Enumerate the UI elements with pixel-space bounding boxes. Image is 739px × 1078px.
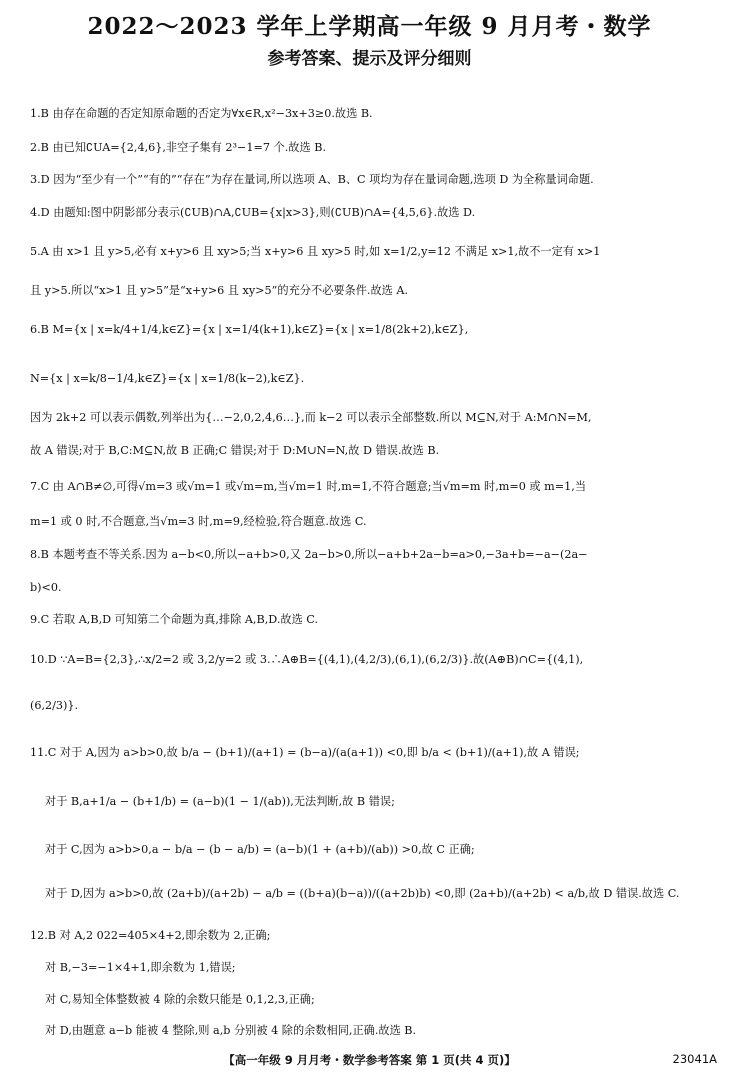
- answer-line: 12.B 对 A,2 022=405×4+2,即余数为 2,正确;: [30, 929, 271, 942]
- answer-line: 故 A 错误;对于 B,C:M⊆N,故 B 正确;C 错误;对于 D:M∪N=N,故 D 错误.故选 B.: [30, 444, 440, 457]
- answer-line: (6,2/3)}.: [30, 699, 79, 712]
- answer-line: 10.D ∵A=B={2,3},∴x/2=2 或 3,2/y=2 或 3.∴A⊕B={(4,1),(4,2/3),(6,1),(6,2/3)}.故(A⊕B)∩C={(4,1),: [30, 653, 584, 666]
- answer-line: 3.D 因为“至少有一个”“有的”“存在”为存在量词,所以选项 A、B、C 项均为存在量词命题,选项 D 为全称量词命题.: [30, 173, 594, 186]
- answer-line: m=1 或 0 时,不合题意,当√m=3 时,m=9,经检验,符合题意.故选 C.: [30, 515, 367, 528]
- answer-line: 9.C 若取 A,B,D 可知第二个命题为真,排除 A,B,D.故选 C.: [30, 613, 319, 626]
- answer-line: 5.A 由 x>1 且 y>5,必有 x+y>6 且 xy>5;当 x+y>6 且 xy>5 时,如 x=1/2,y=12 不满足 x>1,故不一定有 x>1: [30, 245, 601, 258]
- answer-line: N={x | x=k/8−1/4,k∈Z}={x | x=1/8(k−2),k∈Z}.: [30, 372, 305, 385]
- answer-line: 对 D,由题意 a−b 能被 4 整除,则 a,b 分别被 4 除的余数相同,正确.故选 B.: [45, 1024, 417, 1037]
- answer-line: 对 C,易知全体整数被 4 除的余数只能是 0,1,2,3,正确;: [45, 993, 315, 1006]
- answer-line: 4.D 由题知:图中阴影部分表示(∁UB)∩A,∁UB={x|x>3},则(∁UB)∩A={4,5,6}.故选 D.: [30, 206, 476, 219]
- page-footer: 【高一年级 9 月月考・数学参考答案 第 1 页(共 4 页)】: [223, 1053, 516, 1067]
- answer-line: 6.B M={x | x=k/4+1/4,k∈Z}={x | x=1/4(k+1),k∈Z}={x | x=1/8(2k+2),k∈Z},: [30, 323, 469, 336]
- answer-line: 8.B 本题考查不等关系.因为 a−b<0,所以−a+b>0,又 2a−b>0,所以−a+b+2a−b=a>0,−3a+b=−a−(2a−: [30, 548, 588, 561]
- answer-line: 7.C 由 A∩B≠∅,可得√m=3 或√m=1 或√m=m,当√m=1 时,m=1,不符合题意;当√m=m 时,m=0 或 m=1,当: [30, 480, 587, 493]
- answer-line: 对于 D,因为 a>b>0,故 (2a+b)/(a+2b) − a/b = ((b+a)(b−a))/((a+2b)b) <0,即 (2a+b)/(a+2b) < a/b,故 D 错误.故选 C.: [45, 887, 680, 900]
- answer-line: 且 y>5.所以“x>1 且 y>5”是“x+y>6 且 xy>5”的充分不必要条件.故选 A.: [30, 284, 409, 297]
- answer-line: 2.B 由已知∁UA={2,4,6},非空子集有 2³−1=7 个.故选 B.: [30, 141, 327, 154]
- answer-line: 因为 2k+2 可以表示偶数,列举出为{…−2,0,2,4,6…},而 k−2 可以表示全部整数.所以 M⊆N,对于 A:M∩N=M,: [30, 411, 592, 424]
- answer-line: 11.C 对于 A,因为 a>b>0,故 b/a − (b+1)/(a+1) = (b−a)/(a(a+1)) <0,即 b/a < (b+1)/(a+1),故 A 错误;: [30, 746, 580, 759]
- answer-line: b)<0.: [30, 581, 62, 594]
- document-code: 23041A: [672, 1052, 717, 1066]
- answer-line: 对于 B,a+1/a − (b+1/b) = (a−b)(1 − 1/(ab)),无法判断,故 B 错误;: [45, 795, 395, 808]
- page-subtitle: 参考答案、提示及评分细则: [267, 49, 472, 69]
- page-title: 2022～2023 学年上学期高一年级 9 月月考・数学: [87, 13, 652, 40]
- answer-line: 1.B 由存在命题的否定知原命题的否定为∀x∈R,x²−3x+3≥0.故选 B.: [30, 107, 373, 120]
- answer-line: 对于 C,因为 a>b>0,a − b/a − (b − a/b) = (a−b)(1 + (a+b)/(ab)) >0,故 C 正确;: [45, 843, 475, 856]
- answer-line: 对 B,−3=−1×4+1,即余数为 1,错误;: [45, 961, 236, 974]
